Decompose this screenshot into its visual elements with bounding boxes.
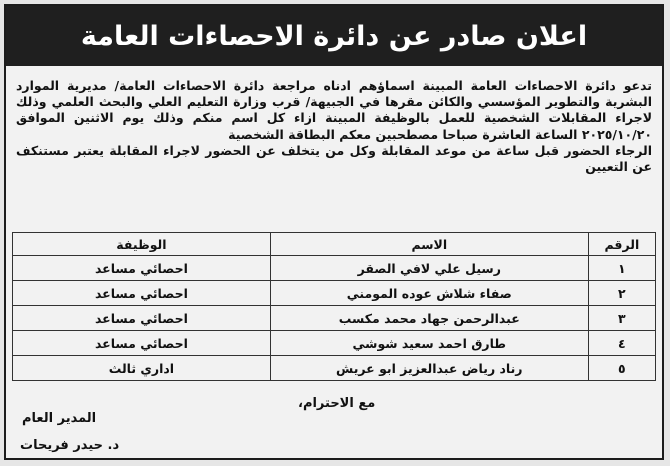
row-name: رناد رياض عبدالعزيز ابو عريش: [270, 356, 588, 381]
row-number: ٣: [588, 306, 655, 331]
row-number: ١: [588, 256, 655, 281]
closing-regards: مع الاحترام،: [298, 396, 376, 411]
row-job: احصائي مساعد: [13, 281, 271, 306]
row-name: طارق احمد سعيد شوشي: [270, 331, 588, 356]
header-job: الوظيفة: [13, 233, 271, 256]
row-job: احصائي مساعد: [13, 331, 271, 356]
row-name: صفاء شلاش عوده المومني: [270, 281, 588, 306]
notice-title: اعلان صادر عن دائرة الاحصاءات العامة: [6, 6, 662, 66]
table-header-row: [13, 233, 656, 256]
table-row: [13, 356, 656, 381]
notice: [4, 4, 664, 460]
row-number: ٤: [588, 331, 655, 356]
signatory-name: د. حيدر فريحات: [20, 438, 120, 453]
notice-body: [16, 78, 652, 175]
row-job: احصائي مساعد: [13, 306, 271, 331]
header-number: الرقم: [588, 233, 655, 256]
row-job: اداري ثالث: [13, 356, 271, 381]
table-row: [13, 331, 656, 356]
row-number: ٥: [588, 356, 655, 381]
table-row: [13, 281, 656, 306]
attendance-paragraph: الرجاء الحضور قبل ساعة من موعد المقابلة وكل من يتخلف عن الحضور لاجراء المقابلة يعتبر مستنكف عن التعيين: [16, 142, 652, 175]
header-name: الاسم: [270, 233, 588, 256]
row-name: عبدالرحمن جهاد محمد مكسب: [270, 306, 588, 331]
row-number: ٢: [588, 281, 655, 306]
candidates-table: [12, 232, 656, 381]
row-name: رسيل علي لافي الصقر: [270, 256, 588, 281]
table-row: [13, 256, 656, 281]
signatory-title: المدير العام: [22, 411, 97, 426]
invitation-paragraph: تدعو دائرة الاحصاءات العامة المبينة اسماؤهم ادناه مراجعة دائرة الاحصاءات العامة/ مديرية الموارد البشرية والتطوير المؤسسي والكائن مقرها في الجبيهة/ قرب وزارة التعليم العلي والبحث العلمي وذلك لاجراء المقابلات الشخصية للعمل بالوظيفة المبينة ازاء كل اسم منكم وذلك يوم الاثنين الموافق ٢٠٢٥/١٠/٢٠ الساعة العاشرة صباحا مصطحبين معكم البطاقة الشخصية: [16, 78, 652, 142]
table-row: [13, 306, 656, 331]
row-job: احصائي مساعد: [13, 256, 271, 281]
